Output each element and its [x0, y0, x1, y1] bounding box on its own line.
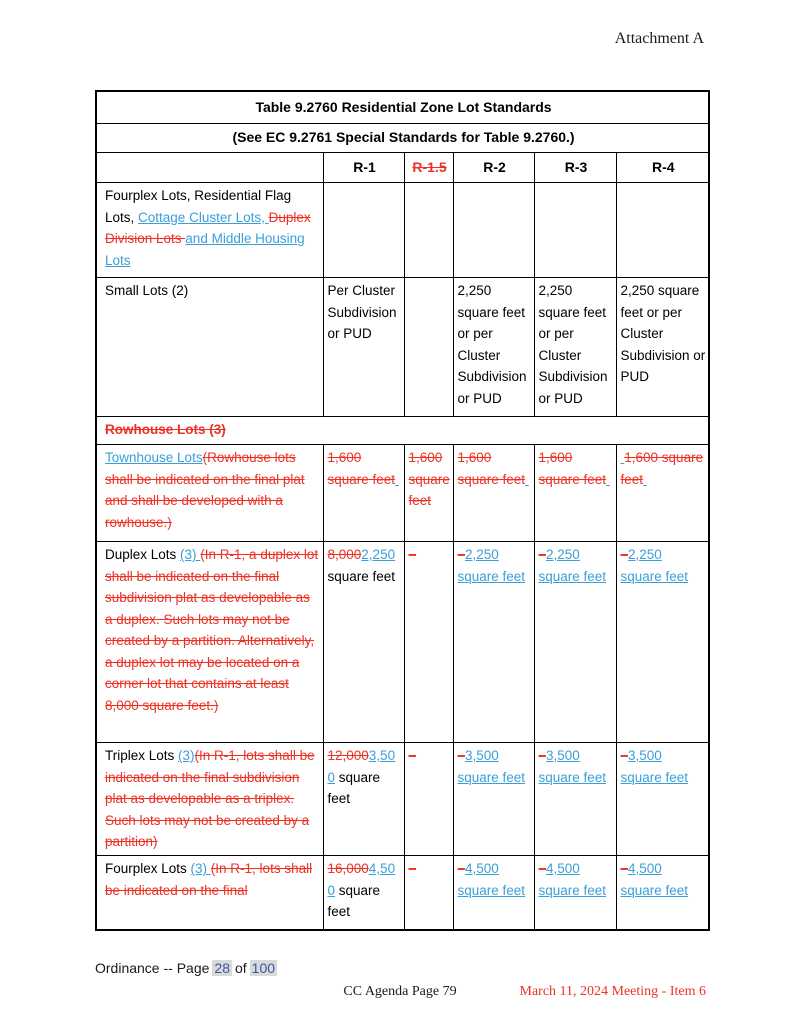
tracked-insert: (3) — [190, 861, 211, 876]
table-cell — [534, 445, 616, 542]
tracked-delete: – — [620, 547, 629, 562]
tracked-delete: – — [457, 547, 466, 562]
table-title-row — [96, 91, 709, 124]
table-row — [96, 542, 709, 743]
tracked-insert: 2,250 square feet — [620, 547, 689, 584]
table-subtitle: (See EC 9.2761 Special Standards for Table 9.2760.) — [96, 124, 709, 153]
text-run: Triplex Lots — [105, 748, 179, 763]
table-row — [96, 856, 709, 931]
row-label-cell — [96, 183, 323, 278]
table-cell — [453, 445, 534, 542]
table-cell — [404, 743, 453, 856]
tracked-insert: 3,500 square feet — [457, 748, 526, 785]
tracked-insert: Cottage Cluster Lots, — [138, 209, 269, 225]
tracked-delete: Rowhouse Lots (3) — [105, 422, 226, 437]
tracked-delete: – — [538, 547, 547, 562]
tracked-delete: (In R-1, lots shall be indicated on the final — [105, 861, 313, 898]
table-row — [96, 445, 709, 542]
text-run: 2,250 square feet or per Cluster Subdivision or PUD — [457, 283, 527, 406]
column-header-R-1 — [323, 153, 404, 183]
table-cell — [404, 542, 453, 743]
table-cell — [534, 856, 616, 931]
tracked-delete: – — [620, 748, 629, 763]
tracked-insert — [606, 472, 610, 487]
tracked-delete: – — [457, 748, 466, 763]
tracked-insert: (3) — [180, 547, 201, 562]
table-cell — [616, 743, 709, 856]
table-cell — [453, 856, 534, 931]
table-cell — [323, 743, 404, 856]
tracked-insert: 3,500 square feet — [620, 748, 689, 785]
tracked-delete: – — [408, 748, 417, 763]
table-cell — [453, 743, 534, 856]
row-label-cell — [96, 856, 323, 931]
meeting-item-stamp: March 11, 2024 Meeting - Item 6 — [519, 984, 706, 999]
table-cell — [453, 278, 534, 417]
column-header-R-3 — [534, 153, 616, 183]
text-run: Duplex Lots — [105, 547, 181, 562]
table-cell — [534, 183, 616, 278]
tracked-delete: 8,000 — [327, 547, 362, 562]
tracked-insert — [525, 472, 529, 487]
page-number-field: 28 — [214, 960, 230, 976]
column-header-R-1.5 — [404, 153, 453, 183]
table-cell — [323, 278, 404, 417]
tracked-insert — [643, 472, 647, 487]
ordinance-prefix: Ordinance -- Page — [95, 960, 210, 976]
table-cell — [616, 856, 709, 931]
text-run: square feet — [327, 568, 396, 584]
tracked-delete: Duplex Division Lots — [105, 209, 311, 246]
tracked-delete: 1,600 square feet — [538, 450, 607, 487]
table-row — [96, 417, 709, 445]
text-run: R-2 — [483, 158, 506, 175]
column-header-blank — [96, 153, 323, 183]
tracked-insert: 2,250 square feet — [457, 547, 526, 584]
column-header-row — [96, 153, 709, 183]
tracked-delete: 12,000 — [327, 748, 369, 763]
table-cell — [534, 542, 616, 743]
text-run: Fourplex Lots, Residential Flag Lots, — [105, 188, 292, 225]
tracked-delete: 1,600 square feet — [408, 450, 450, 508]
table-cell — [453, 542, 534, 743]
tracked-delete: (In R-1, a duplex lot shall be indicated on the final subdivision plat as developable as a duplex. Such lots may not be created by a partition. Alternatively, a duplex lot may be located on a corner lot that contains at least 8,000 square feet.) — [105, 547, 319, 713]
table-cell — [404, 183, 453, 278]
tracked-insert: 4,500 — [327, 861, 396, 898]
tracked-delete: – — [408, 861, 417, 876]
tracked-delete: – — [538, 861, 547, 876]
column-header-R-2 — [453, 153, 534, 183]
tracked-insert: and Middle Housing Lots — [105, 231, 305, 268]
tracked-insert: 4,500 square feet — [620, 861, 689, 898]
footer-ordinance — [95, 960, 280, 976]
tracked-delete: 1,600 square feet — [457, 450, 526, 487]
tracked-delete: – — [457, 861, 466, 876]
tracked-insert: 3,500 square feet — [538, 748, 607, 785]
tracked-insert: Townhouse Lots — [105, 450, 203, 465]
table-cell — [323, 542, 404, 743]
table-cell — [404, 278, 453, 417]
text-run: 2,250 square feet or per Cluster Subdivision or PUD — [620, 283, 706, 384]
table-section-cell — [96, 417, 709, 445]
column-header-R-4 — [616, 153, 709, 183]
tracked-insert — [395, 472, 399, 487]
tracked-delete: – — [620, 861, 629, 876]
table-cell — [453, 183, 534, 278]
table-row — [96, 183, 709, 278]
text-run: square feet — [327, 769, 381, 806]
tracked-delete: (In R-1, lots shall be indicated on the final subdivision plat as developable as a triplex. Such lots may not be created by a partition) — [105, 748, 315, 849]
table-cell — [404, 856, 453, 931]
tracked-insert: 4,500 square feet — [538, 861, 607, 898]
table-row — [96, 278, 709, 417]
table-cell — [616, 183, 709, 278]
tracked-delete: – — [538, 748, 547, 763]
table-title: Table 9.2760 Residential Zone Lot Standards — [96, 91, 709, 124]
text-run: R-3 — [564, 158, 588, 175]
agenda-page-stamp: CC Agenda Page 79 — [343, 984, 457, 999]
table-cell — [616, 542, 709, 743]
table-cell — [323, 445, 404, 542]
table-cell — [534, 278, 616, 417]
tracked-delete: 1,600 square feet — [620, 450, 704, 487]
text-run: 2,250 square feet or per Cluster Subdivision or PUD — [538, 283, 608, 406]
tracked-delete: R-1.5 — [412, 158, 447, 175]
table-cell — [616, 278, 709, 417]
table-subtitle-row — [96, 124, 709, 153]
table-row — [96, 743, 709, 856]
tracked-insert: 4,500 square feet — [457, 861, 526, 898]
row-label-cell — [96, 542, 323, 743]
tracked-insert: 2,250 square feet — [538, 547, 607, 584]
table-cell — [616, 445, 709, 542]
lot-standards-table — [95, 90, 710, 931]
page-total-field: 100 — [251, 960, 276, 976]
table-cell — [534, 743, 616, 856]
text-run: Small Lots (2) — [105, 283, 189, 298]
row-label-cell — [96, 743, 323, 856]
tracked-delete: 16,000 — [327, 861, 369, 876]
table-cell — [323, 183, 404, 278]
table-cell — [323, 856, 404, 931]
tracked-insert: 2,250 — [361, 547, 396, 562]
row-label-cell — [96, 445, 323, 542]
text-run: square feet — [327, 882, 381, 919]
table-cell — [404, 445, 453, 542]
text-run: R-4 — [651, 158, 675, 175]
text-run: R-1 — [353, 158, 376, 175]
text-run: Per Cluster Subdivision or PUD — [327, 283, 397, 341]
text-run: Fourplex Lots — [105, 861, 191, 876]
of-label: of — [234, 960, 247, 976]
tracked-delete: (Rowhouse lots shall be indicated on the final plat and shall be developed with a rowhouse.) — [105, 450, 305, 530]
attachment-label: Attachment A — [614, 30, 704, 47]
tracked-delete: 1,600 square feet — [327, 450, 396, 487]
tracked-insert: (3) — [178, 748, 195, 763]
tracked-insert: 3,500 — [327, 748, 396, 785]
tracked-delete: – — [408, 547, 417, 562]
row-label-cell — [96, 278, 323, 417]
